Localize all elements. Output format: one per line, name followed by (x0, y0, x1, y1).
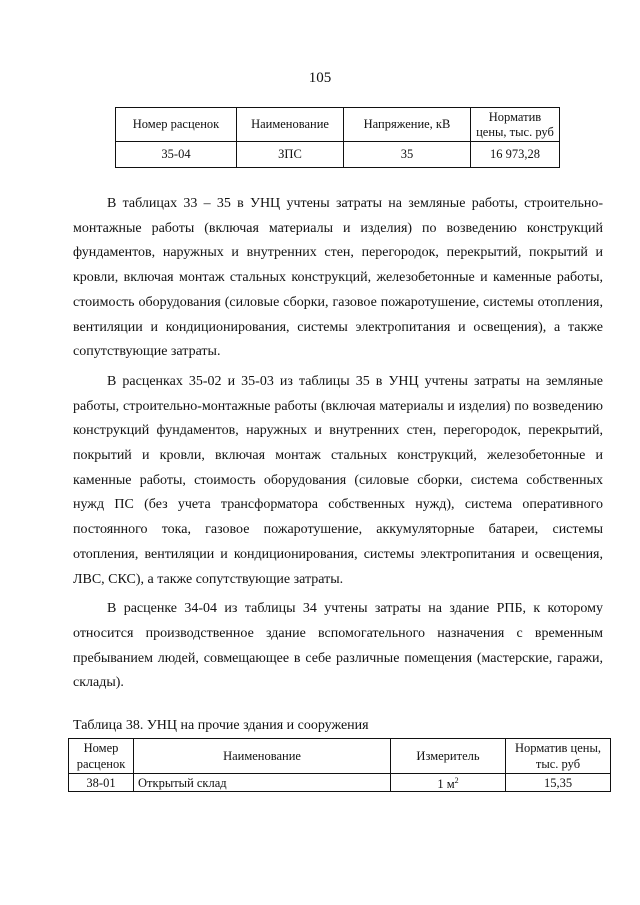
table-row (116, 142, 560, 168)
body-text (73, 192, 603, 701)
cell-unit (391, 774, 506, 792)
header-price: Норматив цены, тыс. руб (471, 108, 560, 142)
table-header-row (69, 739, 611, 774)
header-price: Норматив цены, тыс. руб (506, 739, 611, 774)
header-name: Наименование (134, 739, 391, 774)
header-voltage: Напряжение, кВ (344, 108, 471, 142)
cell-price: 15,35 (506, 774, 611, 792)
paragraph: В расценке 34-04 из таблицы 34 учтены затраты на здание РПБ, к которому относится производственное здание вспомогательного назначения с временным пребыванием людей, совмещающее в себе различные помещения (мастерские, гаражи, склады). (73, 601, 603, 691)
header-unit: Измеритель (391, 739, 506, 774)
paragraph: В расценках 35-02 и 35-03 из таблицы 35 в УНЦ учтены затраты на земляные работы, строительно-монтажные работы (включая материалы и изделия) по возведению конструкций фундаментов, наружных и внутренних стен, перегородок, перекрытий, покрытий и кровли, включая монтаж стальных конструкций, железобетонные и каменные работы, стоимость оборудования (силовые сборки, система собственных нужд ПС (без учета трансформатора собственных нужд), система оперативного постоянного тока, газовое пожаротушение, аккумуляторные батареи, системы отопления, вентиляции и кондиционирования, системы электропитания и освещения, ЛВС, СКС), а также сопутствующие затраты. (73, 373, 603, 587)
cell-code: 38-01 (69, 774, 134, 792)
cell-price: 16 973,28 (471, 142, 560, 168)
table-caption: Таблица 38. УНЦ на прочие здания и сооружения (73, 718, 369, 733)
voltage-price-table (115, 107, 560, 168)
page-number: 105 (308, 70, 332, 86)
unit-text: 1 м (437, 777, 455, 792)
cell-voltage: 35 (344, 142, 471, 168)
cell-name: Открытый склад (134, 774, 391, 792)
table-row (69, 774, 611, 792)
cell-code: 35-04 (116, 142, 237, 168)
paragraph: В таблицах 33 – 35 в УНЦ учтены затраты на земляные работы, строительно-монтажные работы (включая материалы и изделия) по возведению конструкций фундаментов, наружных и внутренних стен, перегородок, перекрытий, покрытий и кровли, включая монтаж стальных конструкций, железобетонные и каменные работы, стоимость оборудования (силовые сборки, газовое пожаротушение, системы отопления, вентиляции и кондиционирования, системы электропитания и освещения), а также сопутствующие затраты. (73, 196, 603, 360)
header-code: Номер расценок (116, 108, 237, 142)
table-header-row (116, 108, 560, 142)
header-code: Номер расценок (69, 739, 134, 774)
other-buildings-table (68, 738, 611, 792)
header-name: Наименование (237, 108, 344, 142)
unit-superscript: 2 (454, 776, 459, 785)
cell-name: ЗПС (237, 142, 344, 168)
